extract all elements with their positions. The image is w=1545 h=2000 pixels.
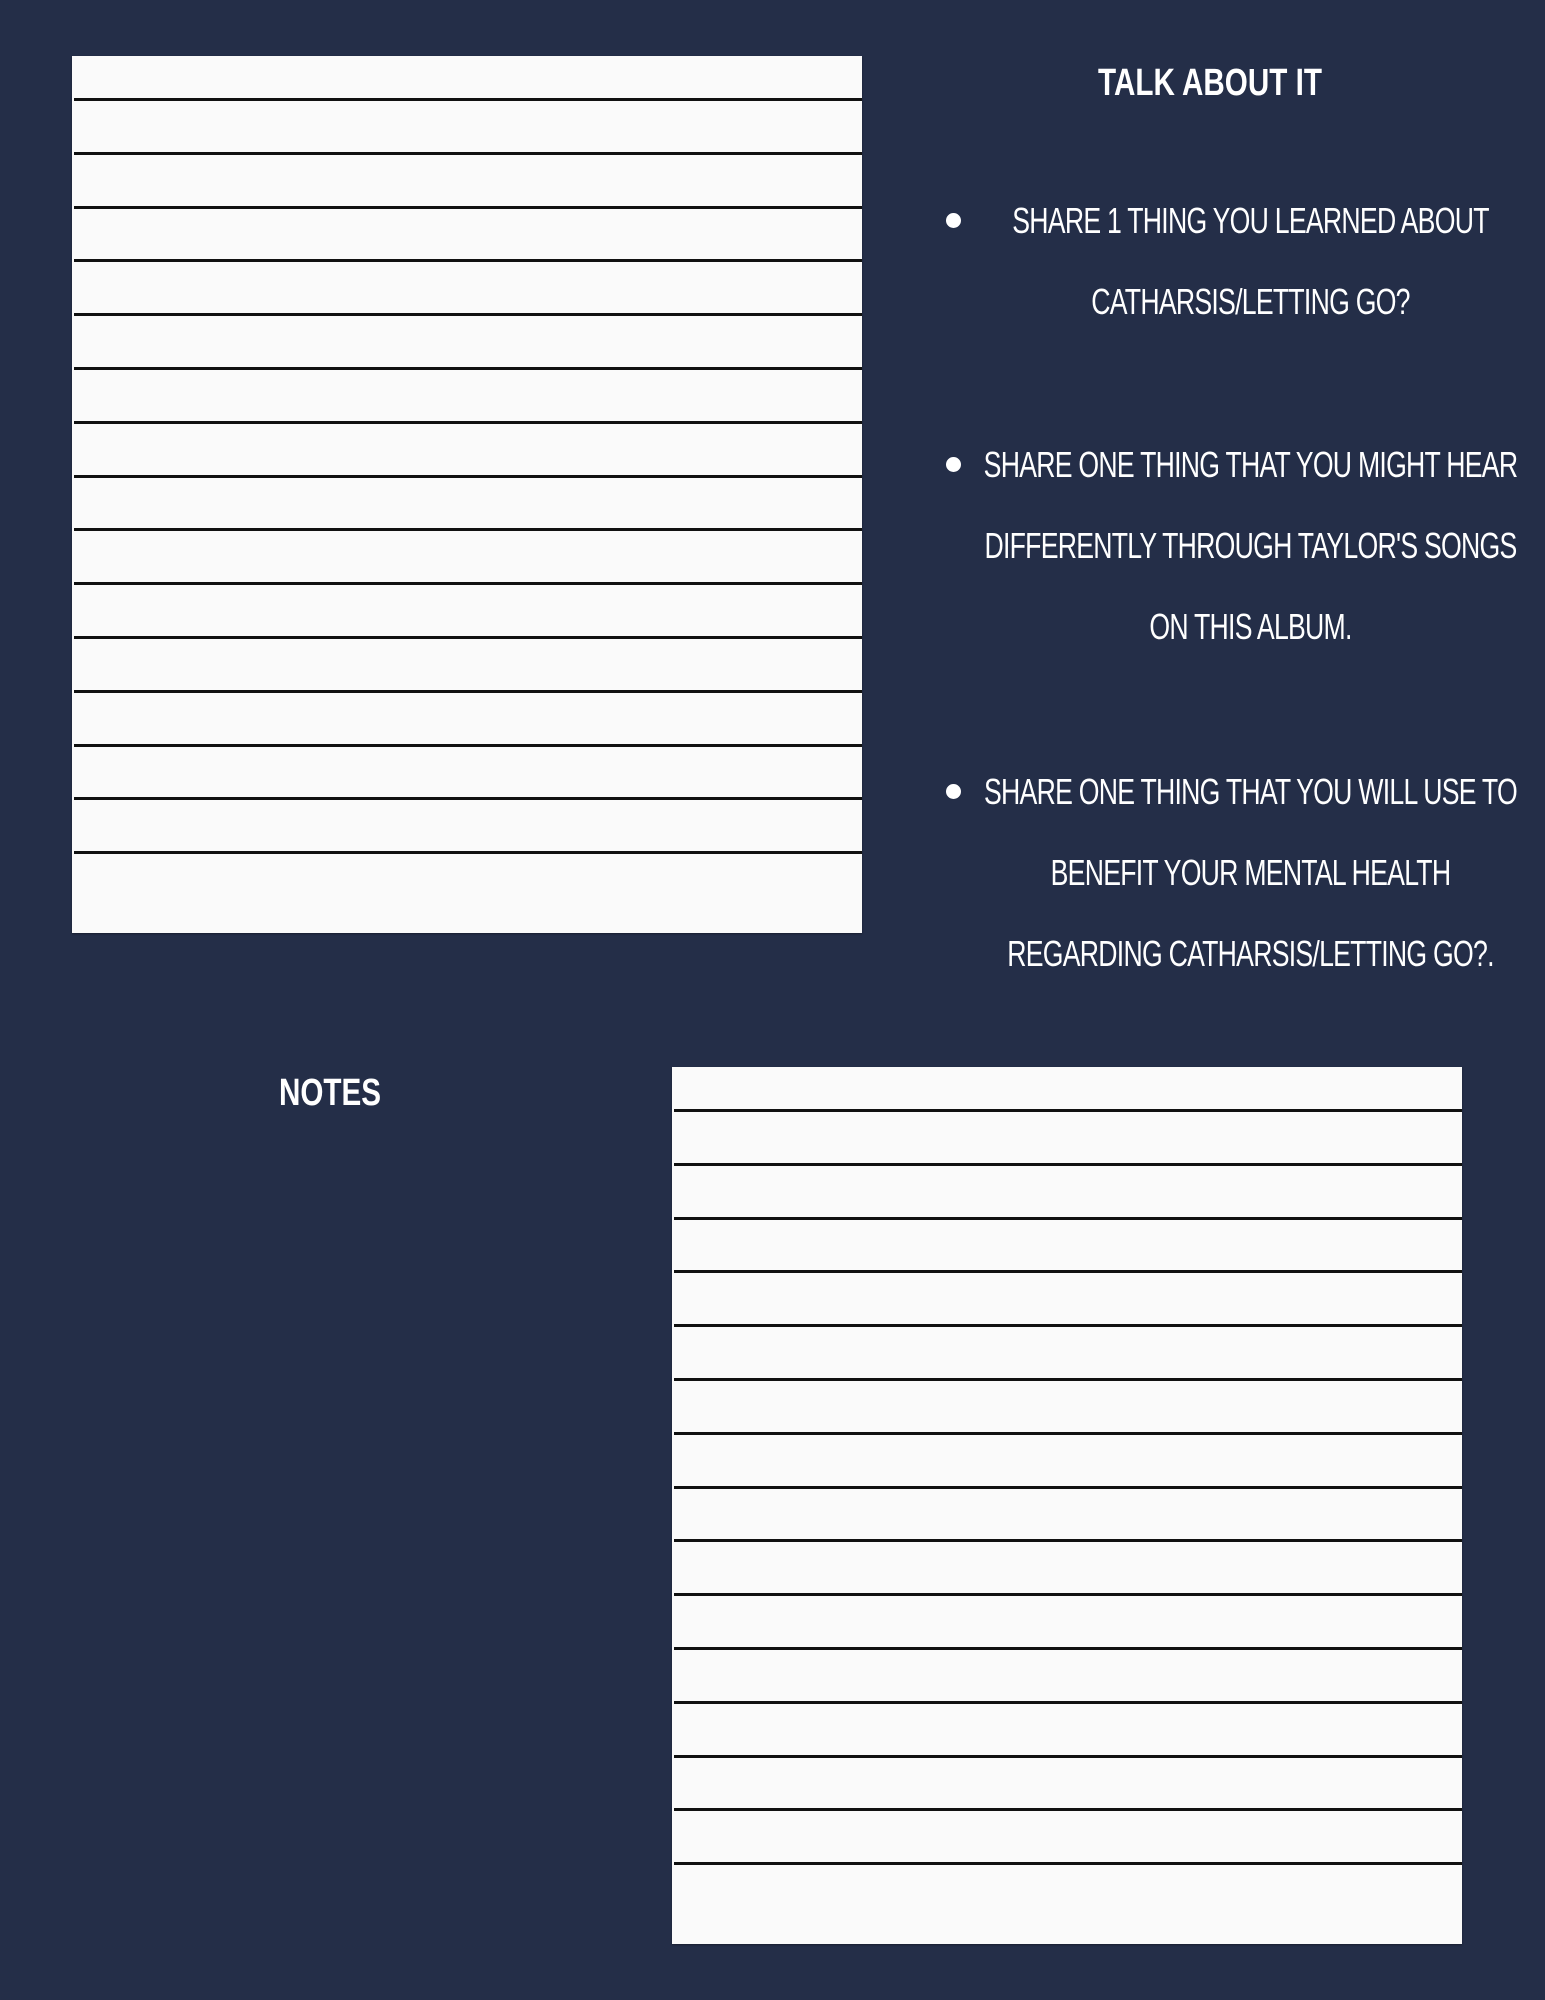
ruled-line (74, 528, 862, 531)
ruled-line (674, 1701, 1462, 1704)
ruled-line (674, 1217, 1462, 1220)
ruled-line (74, 636, 862, 639)
ruled-line (674, 1270, 1462, 1273)
ruled-line (74, 259, 862, 262)
notes-heading: NOTES (278, 1072, 382, 1114)
ruled-line (674, 1378, 1462, 1381)
prompt-text: SHARE ONE THING THAT YOU WILL USE TO BENEFIT YOUR MENTAL HEALTH REGARDING CATHARSIS/LETTING GO?. (983, 771, 1517, 974)
ruled-line (74, 98, 862, 101)
prompt-text: SHARE 1 THING YOU LEARNED ABOUT CATHARSIS/LETTING GO? (1011, 200, 1489, 322)
ruled-line (74, 152, 862, 155)
ruled-line (674, 1862, 1462, 1865)
ruled-line (674, 1324, 1462, 1327)
ruled-line (674, 1539, 1462, 1542)
lined-paper-notes[interactable] (672, 1067, 1462, 1944)
ruled-line (674, 1163, 1462, 1166)
ruled-line (674, 1755, 1462, 1758)
ruled-line (74, 367, 862, 370)
prompt-text: SHARE ONE THING THAT YOU MIGHT HEAR DIFFERENTLY THROUGH TAYLOR'S SONGS ON THIS ALBUM. (983, 444, 1517, 647)
ruled-line (74, 851, 862, 854)
ruled-line (74, 206, 862, 209)
bullet-icon (946, 784, 961, 799)
ruled-line (674, 1647, 1462, 1650)
bullet-icon (946, 213, 961, 228)
bullet-icon (946, 457, 961, 472)
ruled-line (674, 1486, 1462, 1489)
ruled-line (674, 1808, 1462, 1811)
ruled-line (74, 475, 862, 478)
lined-paper-top[interactable] (72, 56, 862, 933)
ruled-line (74, 797, 862, 800)
talk-about-it-heading: TALK ABOUT IT (1098, 62, 1322, 104)
ruled-line (74, 690, 862, 693)
ruled-line (674, 1432, 1462, 1435)
ruled-line (74, 744, 862, 747)
ruled-line (74, 313, 862, 316)
ruled-line (74, 421, 862, 424)
ruled-line (74, 582, 862, 585)
ruled-line (674, 1593, 1462, 1596)
ruled-line (674, 1109, 1462, 1112)
